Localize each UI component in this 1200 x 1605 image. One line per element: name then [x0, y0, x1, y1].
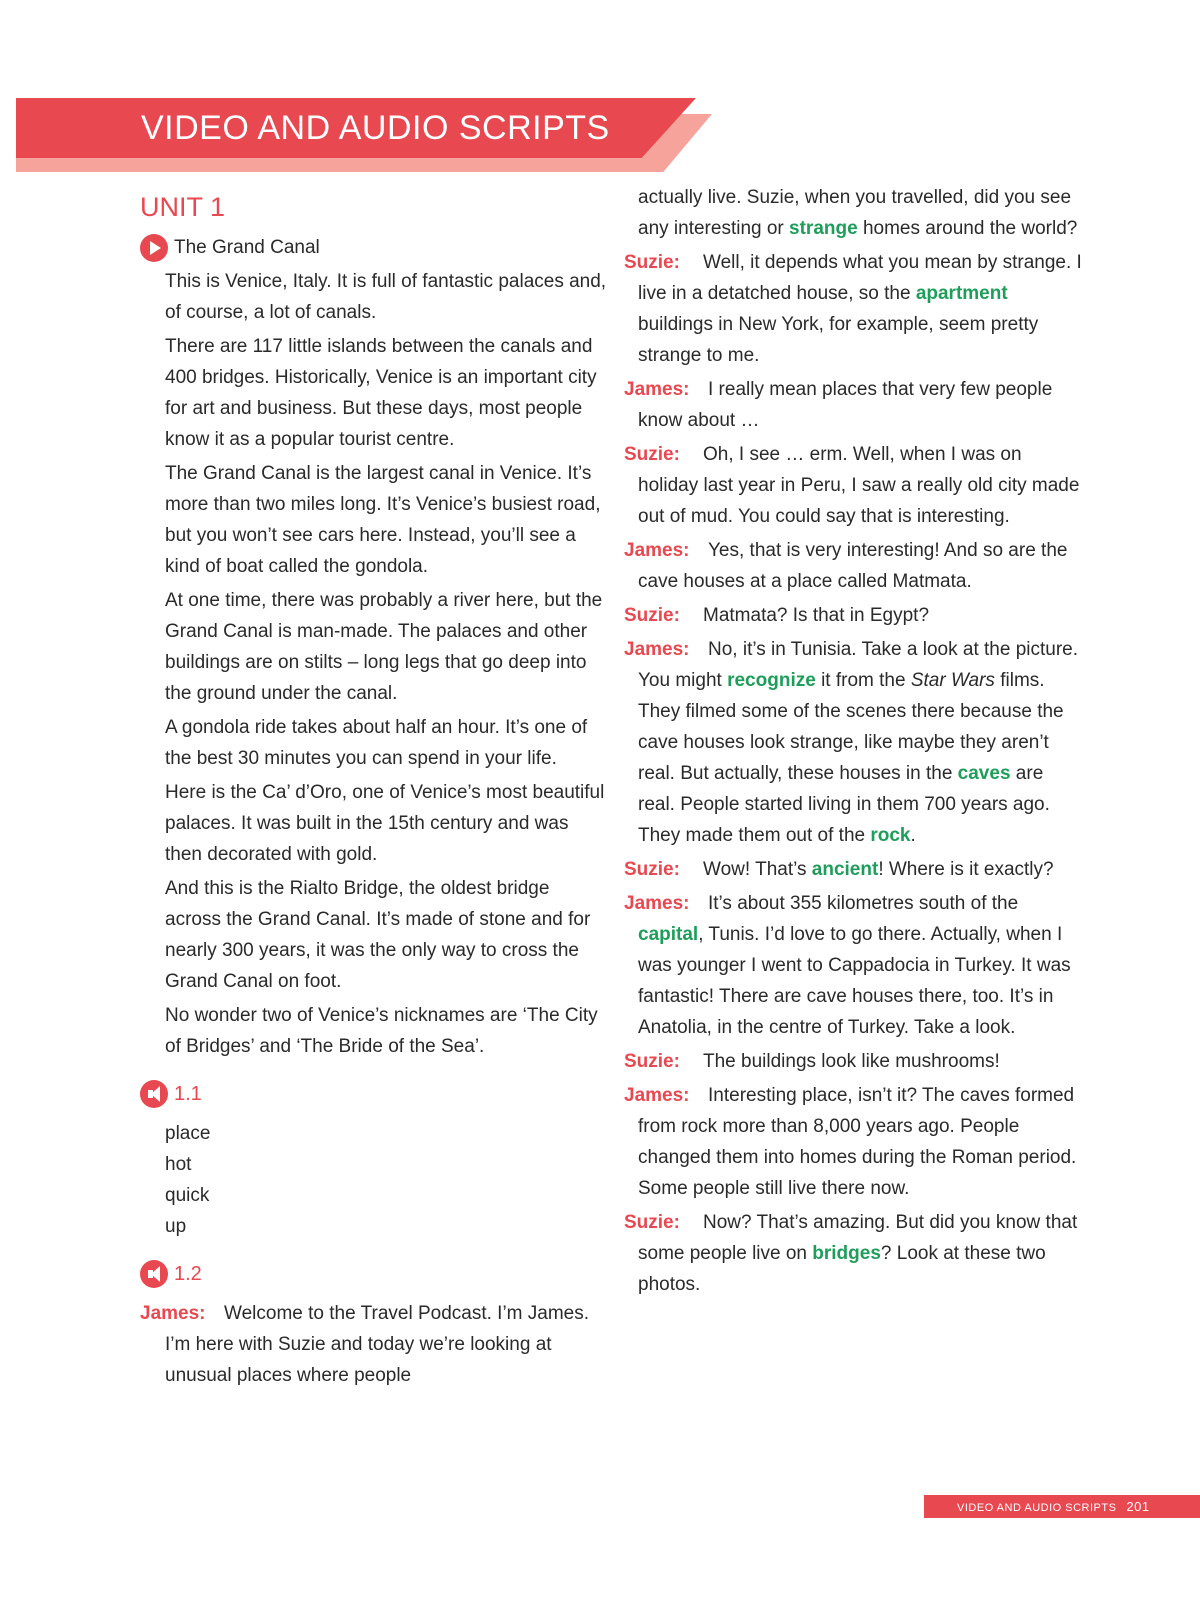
keyword: apartment	[915, 283, 1008, 304]
dialogue-line	[140, 1298, 610, 1391]
track-label: 1.2	[174, 1263, 202, 1285]
dialogue-text: actually live. Suzie, when you travelled, did you see any interesting or	[638, 187, 1072, 239]
word-list-item: quick	[165, 1185, 210, 1206]
dialogue-line	[624, 1207, 1084, 1300]
audio-track-1-1	[140, 1080, 610, 1108]
dialogue-line	[624, 1080, 1084, 1204]
video-section-title	[140, 234, 610, 262]
speaker-label: Suzie:	[624, 444, 680, 465]
unit-heading: UNIT 1	[140, 192, 226, 222]
dialogue-line	[624, 374, 1084, 436]
keyword: ancient	[811, 859, 879, 880]
footer-label: VIDEO AND AUDIO SCRIPTS	[957, 1502, 1117, 1514]
dialogue-text: Oh, I see … erm. Well, when I was on holiday last year in Peru, I saw a really old city made out of mud. You could say that is interesting.	[638, 444, 1080, 527]
page-number: 201	[1126, 1499, 1150, 1514]
dialogue-text: I really mean places that very few people know about …	[638, 379, 1053, 431]
dialogue-text: It’s about 355 kilometres south of the	[708, 893, 1019, 914]
dialogue-text: ! Where is it exactly?	[878, 859, 1054, 880]
dialogue-line	[624, 439, 1084, 532]
speaker-label: Suzie:	[624, 252, 680, 273]
script-paragraph: A gondola ride takes about half an hour. It’s one of the best 30 minutes you can spend in your life.	[165, 717, 588, 769]
dialogue-line	[624, 888, 1084, 1043]
speaker-label: Suzie:	[624, 605, 680, 626]
speaker-label: Suzie:	[624, 1212, 680, 1233]
dialogue-continuation	[624, 182, 1084, 244]
audio-speaker-icon[interactable]	[140, 1080, 168, 1108]
dialogue-line	[624, 634, 1084, 851]
dialogue-text: Matmata? Is that in Egypt?	[703, 605, 930, 626]
script-paragraph: There are 117 little islands between the canals and 400 bridges. Historically, Venice is an important city for art and business. But these days, most people know it as a popular tourist centre.	[165, 336, 597, 450]
footer	[957, 1495, 1150, 1518]
script-paragraph: The Grand Canal is the largest canal in Venice. It’s more than two miles long. It’s Venice’s busiest road, but you won’t see cars here. Instead, you’ll see a kind of boat called the gondola.	[165, 463, 601, 577]
speaker-label: Suzie:	[624, 1051, 680, 1072]
right-column	[624, 180, 1084, 1303]
speaker-label: James:	[624, 1085, 690, 1106]
dialogue-line	[624, 854, 1084, 885]
speaker-label: Suzie:	[624, 859, 680, 880]
dialogue-text: Wow! That’s	[703, 859, 812, 880]
audio-speaker-icon[interactable]	[140, 1260, 168, 1288]
audio-track-1-2	[140, 1260, 610, 1288]
film-title: Star Wars	[910, 670, 995, 691]
script-paragraph: This is Venice, Italy. It is full of fantastic palaces and, of course, a lot of canals.	[165, 271, 607, 323]
track-label: 1.1	[174, 1083, 202, 1105]
word-list-item: hot	[165, 1154, 192, 1175]
speaker-label: James:	[624, 540, 690, 561]
script-paragraph: No wonder two of Venice’s nicknames are ‘The City of Bridges’ and ‘The Bride of the Sea’.	[165, 1005, 598, 1057]
dialogue-line	[624, 1046, 1084, 1077]
page-title: VIDEO AND AUDIO SCRIPTS	[141, 109, 610, 147]
script-paragraph: Here is the Ca’ d’Oro, one of Venice’s most beautiful palaces. It was built in the 15th century and was then decorated with gold.	[165, 782, 605, 865]
dialogue-text: Welcome to the Travel Podcast. I’m James. I’m here with Suzie and today we’re looking at unusual places where people	[165, 1303, 590, 1386]
dialogue-text: buildings in New York, for example, seem pretty strange to me.	[638, 314, 1039, 366]
dialogue-text: The buildings look like mushrooms!	[703, 1051, 1000, 1072]
dialogue-text: .	[910, 825, 916, 846]
word-list-item: place	[165, 1123, 211, 1144]
dialogue-text: No, it’s in Tunisia. Take a look at the picture. You might	[638, 639, 1078, 691]
dialogue-text: homes around the world?	[857, 218, 1078, 239]
keyword: rock	[870, 825, 911, 846]
keyword: caves	[957, 763, 1011, 784]
dialogue-line	[624, 535, 1084, 597]
video-title: The Grand Canal	[174, 237, 320, 258]
dialogue-text: ? Look at these two photos.	[638, 1243, 1046, 1295]
dialogue-text: Now? That’s amazing. But did you know that some people live on	[638, 1212, 1078, 1264]
word-list-item: up	[165, 1216, 187, 1237]
keyword: recognize	[727, 670, 816, 691]
keyword: capital	[638, 924, 699, 945]
speaker-label: James:	[624, 639, 690, 660]
speaker-label: James:	[624, 893, 690, 914]
dialogue-line	[624, 247, 1084, 371]
dialogue-text: Interesting place, isn’t it? The caves formed from rock more than 8,000 years ago. People changed them into homes during the Roman period. Some people still live there now.	[638, 1085, 1077, 1199]
script-paragraph: And this is the Rialto Bridge, the oldest bridge across the Grand Canal. It’s made of stone and for nearly 300 years, it was the only way to cross the Grand Canal on foot.	[165, 878, 591, 992]
left-column	[140, 180, 610, 1394]
speaker-label: James:	[140, 1303, 206, 1324]
keyword: bridges	[812, 1243, 881, 1264]
dialogue-text: are real. People started living in them 700 years ago. They made them out of the	[638, 763, 1050, 846]
video-play-icon[interactable]	[140, 234, 168, 262]
dialogue-line	[624, 600, 1084, 631]
keyword: strange	[789, 218, 858, 239]
dialogue-text: Yes, that is very interesting! And so are the cave houses at a place called Matmata.	[638, 540, 1068, 592]
script-paragraph: At one time, there was probably a river here, but the Grand Canal is man-made. The palaces and other buildings are on stilts – long legs that go deep into the ground under the canal.	[165, 590, 603, 704]
dialogue-text: it from the	[815, 670, 911, 691]
dialogue-text: Well, it depends what you mean by strange. I live in a detatched house, so the	[638, 252, 1082, 304]
dialogue-text: , Tunis. I’d love to go there. Actually, when I was younger I went to Cappadocia in Turkey. It was fantastic! There are cave houses there, too. It’s in Anatolia, in the centre of Turkey. Take a look.	[638, 924, 1071, 1038]
speaker-label: James:	[624, 379, 690, 400]
dialogue-text: films. They filmed some of the scenes there because the cave houses look strange, like maybe they aren’t real. But actually, these houses in the	[638, 670, 1064, 784]
